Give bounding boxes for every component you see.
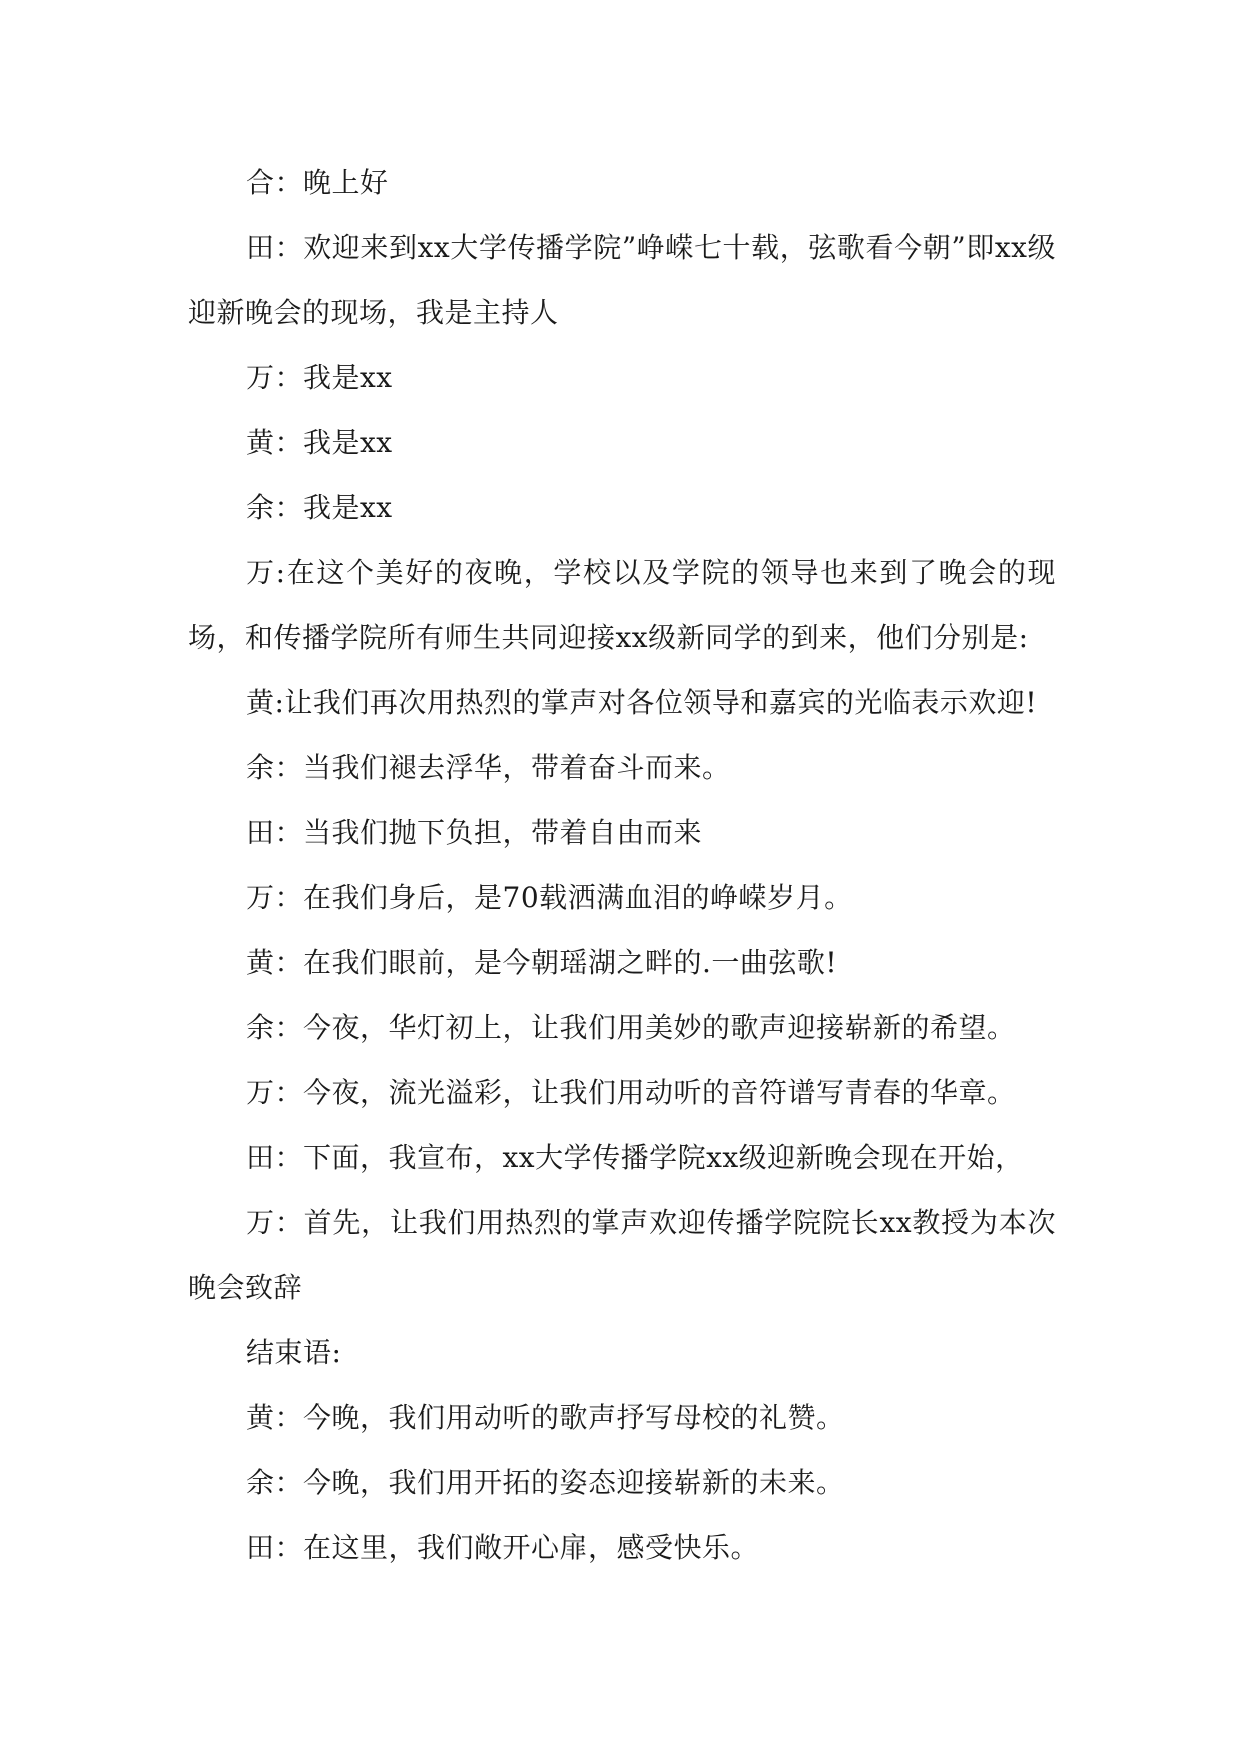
closing-heading: 结束语: xyxy=(246,1336,342,1369)
paragraph: 黄：今晚，我们用动听的歌声抒写母校的礼赞。 xyxy=(246,1401,845,1434)
paragraph: 田：当我们抛下负担，带着自由而来 xyxy=(246,816,703,849)
paragraph: 万：今夜，流光溢彩，让我们用动听的音符谱写青春的华章。 xyxy=(246,1076,1016,1109)
paragraph: 黄：我是xx xyxy=(246,426,393,459)
paragraph: 万：我是xx xyxy=(246,361,393,394)
paragraph: 万：在我们身后，是70载洒满血泪的峥嵘岁月。 xyxy=(246,881,853,914)
paragraph: 万:在这个美好的夜晚，学校以及学院的领导也来到了晚会的现场，和传播学院所有师生共同迎接xx级新同学的到来，他们分别是: xyxy=(188,556,1056,654)
paragraph: 余：今夜，华灯初上，让我们用美妙的歌声迎接崭新的希望。 xyxy=(246,1011,1016,1044)
paragraph: 余：我是xx xyxy=(246,491,393,524)
paragraph: 黄：在我们眼前，是今朝瑶湖之畔的.一曲弦歌! xyxy=(246,946,838,979)
paragraph: 万：首先，让我们用热烈的掌声欢迎传播学院院长xx教授为本次晚会致辞 xyxy=(188,1206,1056,1304)
paragraph: 田：在这里，我们敞开心扉，感受快乐。 xyxy=(246,1531,760,1564)
paragraph: 田：下面，我宣布，xx大学传播学院xx级迎新晚会现在开始， xyxy=(246,1141,1024,1174)
document-body xyxy=(188,150,1056,1580)
paragraph: 黄:让我们再次用热烈的掌声对各位领导和嘉宾的光临表示欢迎! xyxy=(246,686,1038,719)
paragraph: 余：今晚，我们用开拓的姿态迎接崭新的未来。 xyxy=(246,1466,845,1499)
paragraph: 余：当我们褪去浮华，带着奋斗而来。 xyxy=(246,751,731,784)
paragraph: 田：欢迎来到xx大学传播学院”峥嵘七十载，弦歌看今朝”即xx级迎新晚会的现场，我是主持人 xyxy=(188,231,1056,329)
paragraph: 合：晚上好 xyxy=(246,166,389,199)
